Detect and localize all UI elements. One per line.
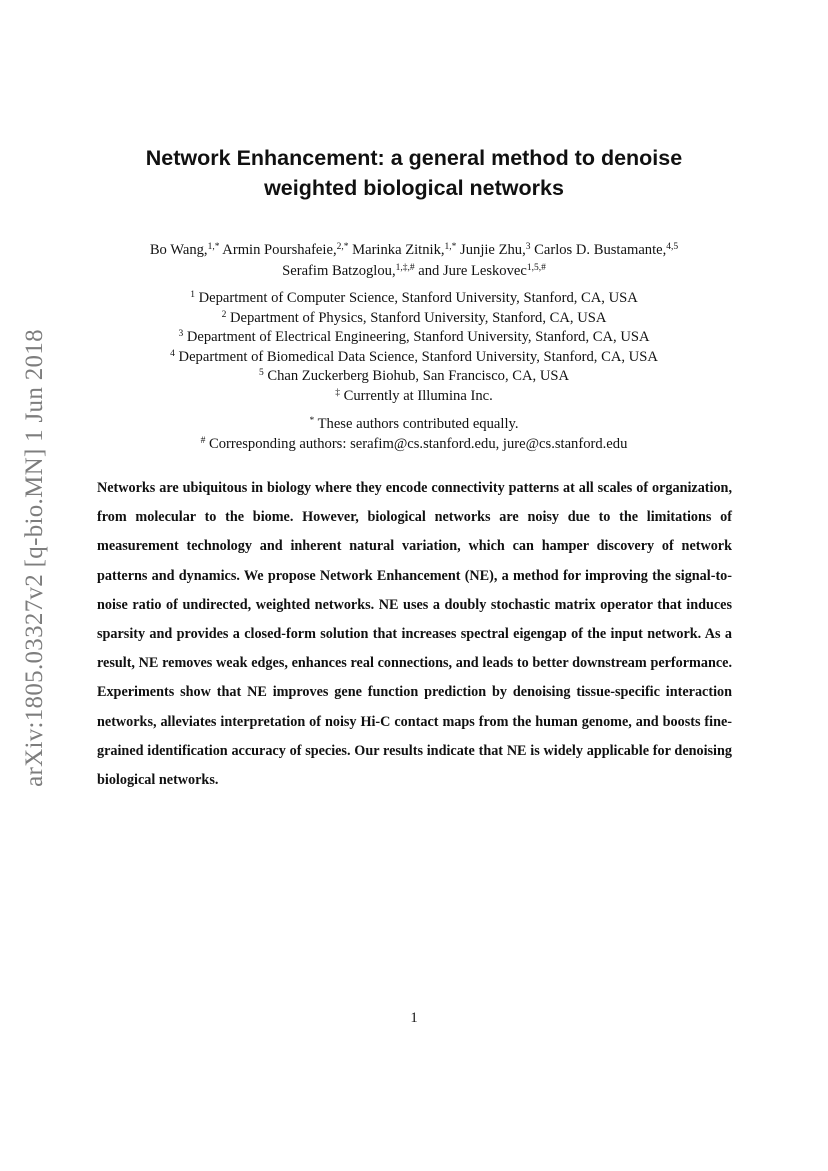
title-line-1: Network Enhancement: a general method to denoise: [145, 146, 683, 170]
affiliation-item: [90, 328, 738, 348]
affiliation-text: Department of Biomedical Data Science, Stanford University, Stanford, CA, USA: [174, 348, 658, 365]
arxiv-side-stamp: [9, 300, 61, 815]
author-line-1: [90, 240, 738, 261]
title-line-2: weighted biological networks: [264, 176, 564, 200]
paper-title: [100, 143, 728, 203]
equal-contribution-note: [90, 414, 738, 434]
author-name: Marinka Zitnik,: [348, 242, 445, 258]
affiliation-text: Department of Electrical Engineering, Stanford University, Stanford, CA, USA: [183, 329, 650, 346]
author-line-2: [90, 261, 738, 282]
affiliation-mark: 5: [258, 368, 264, 379]
affiliation-item: [90, 387, 738, 407]
page-number: 1: [410, 1010, 418, 1026]
affiliation-mark: 3: [178, 329, 184, 340]
author-affiliation-mark: 4,5: [666, 242, 679, 252]
author-affiliation-mark: 1,5,#: [526, 263, 546, 273]
author-name: Serafim Batzoglou,: [282, 263, 396, 279]
affiliation-text: Chan Zuckerberg Biohub, San Francisco, CA, USA: [263, 368, 570, 385]
affiliation-list: [90, 289, 738, 407]
affiliation-item: [90, 289, 738, 309]
author-list: [90, 240, 738, 282]
author-affiliation-mark: 2,*: [336, 242, 349, 252]
affiliation-item: [90, 348, 738, 368]
affiliation-text: Department of Physics, Stanford University, Stanford, CA, USA: [226, 309, 607, 326]
affiliation-mark: 2: [221, 309, 227, 320]
author-name: Bo Wang,: [149, 242, 208, 258]
author-affiliation-mark: 1,*: [207, 242, 220, 252]
author-name: Carlos D. Bustamante,: [530, 242, 667, 258]
note-mark: *: [309, 416, 315, 426]
note-mark: #: [200, 436, 206, 446]
affiliation-mark: 1: [190, 290, 195, 300]
author-affiliation-mark: 1,‡,#: [395, 263, 415, 273]
affiliation-text: Department of Computer Science, Stanford University, Stanford, CA, USA: [194, 290, 638, 306]
author-name: Junjie Zhu,: [456, 242, 526, 258]
note-text: These authors contributed equally.: [314, 416, 519, 432]
affiliation-item: [90, 309, 738, 329]
arxiv-identifier: arXiv:1805.03327v2 [q-bio.MN] 1 Jun 2018: [21, 328, 48, 787]
author-affiliation-mark: 1,*: [444, 242, 457, 252]
affiliation-text: Currently at Illumina Inc.: [339, 387, 493, 404]
author-notes: [90, 414, 738, 454]
author-name: Armin Pourshafeie,: [219, 242, 337, 258]
abstract: Networks are ubiquitous in biology where they encode connectivity patterns at all scales of organization, from molecular to the biome. However, biological networks are noisy due to the limitations of measurement technology and inherent natural variation, which can hamper discovery of network patterns and dynamics. We propose Network Enhancement (NE), a method for improving the signal-to-noise ratio of undirected, weighted networks. NE uses a doubly stochastic matrix operator that induces sparsity and provides a closed-form solution that increases spectral eigengap of the input network. As a result, NE removes weak edges, enhances real connections, and leads to better downstream performance. Experiments show that NE improves gene function prediction by denoising tissue-specific interaction networks, alleviates interpretation of noisy Hi-C contact maps from the human genome, and boosts fine-grained identification accuracy of species. Our results indicate that NE is widely applicable for denoising biological networks.: [97, 480, 732, 789]
corresponding-authors-note: [90, 434, 738, 454]
affiliation-mark: ‡: [335, 387, 340, 398]
affiliation-mark: 4: [170, 348, 175, 359]
author-name: and Jure Leskovec: [414, 263, 527, 279]
affiliation-item: [90, 367, 738, 387]
note-text: Corresponding authors: serafim@cs.stanford.edu, jure@cs.stanford.edu: [205, 436, 628, 452]
author-affiliation-mark: 3: [525, 242, 531, 252]
